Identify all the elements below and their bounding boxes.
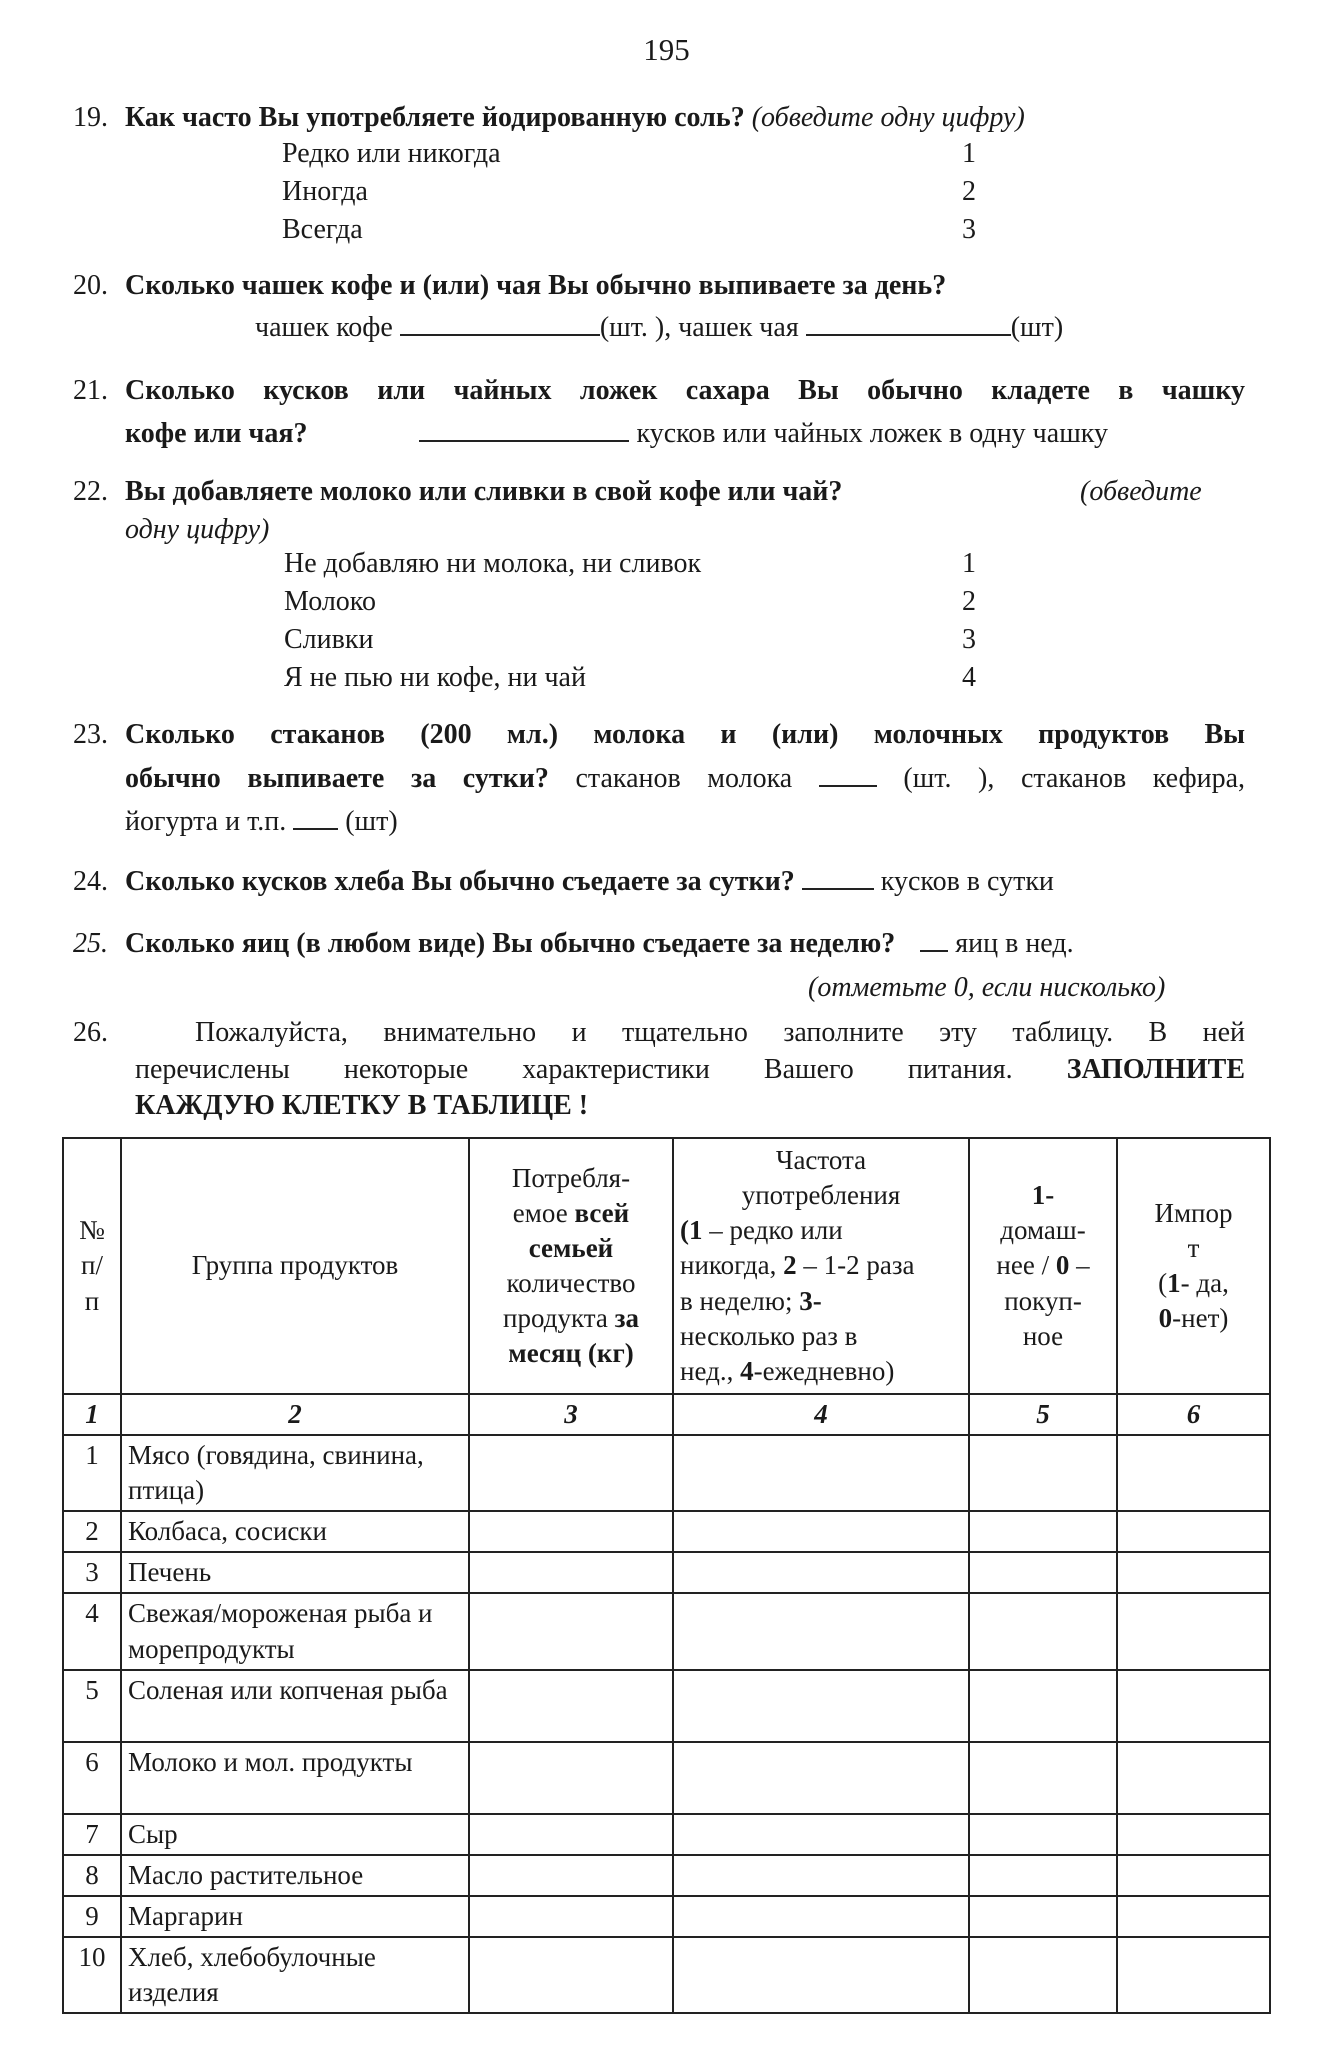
question-25: 25. Сколько яиц (в любом виде) Вы обычно съедаете за неделю? яиц в нед. <box>125 926 1245 962</box>
question-24: 24. Сколько кусков хлеба Вы обычно съедаете за сутки? кусков в сутки <box>125 864 1245 900</box>
header-homemade: 1- домаш- нее / 0 – покуп- ное <box>969 1138 1117 1394</box>
table-row: 6 Молоко и мол. продукты <box>63 1742 1270 1814</box>
column-number: 5 <box>969 1394 1117 1435</box>
import-cell[interactable] <box>1117 1742 1270 1814</box>
column-number: 4 <box>673 1394 969 1435</box>
quantity-cell[interactable] <box>469 1435 673 1511</box>
question-text: Вы добавляете молоко или сливки в свой кофе или чай? <box>125 476 843 507</box>
import-cell[interactable] <box>1117 1896 1270 1937</box>
header-number: № п/ п <box>63 1138 121 1394</box>
question-23-line2: обычно выпиваете за сутки? стаканов молока (шт. ), стаканов кефира, <box>125 763 1246 794</box>
header-product-group: Группа продуктов <box>121 1138 469 1394</box>
question-19 <box>73 100 1245 136</box>
column-number: 3 <box>469 1394 673 1435</box>
homemade-cell[interactable] <box>969 1742 1117 1814</box>
table-row: 5 Соленая или копченая рыба <box>63 1670 1270 1742</box>
quantity-cell[interactable] <box>469 1814 673 1855</box>
question-text: Сколько кусков хлеба Вы обычно съедаете за сутки? <box>125 866 795 897</box>
question-number: 24. <box>73 866 108 897</box>
question-text: Сколько яиц (в любом виде) Вы обычно съедаете за неделю? <box>125 928 896 959</box>
frequency-cell[interactable] <box>673 1435 969 1511</box>
tea-cups-field[interactable] <box>806 312 1011 336</box>
frequency-cell[interactable] <box>673 1814 969 1855</box>
question-note: (обведите одну цифру) <box>751 102 1025 133</box>
quantity-cell[interactable] <box>469 1552 673 1593</box>
homemade-cell[interactable] <box>969 1937 1117 2013</box>
table-row: 10 Хлеб, хлебобулочные изделия <box>63 1937 1270 2013</box>
table-row: 3 Печень <box>63 1552 1270 1593</box>
table-row: 1 Мясо (говядина, свинина, птица) <box>63 1435 1270 1511</box>
table-row: 7 Сыр <box>63 1814 1270 1855</box>
question-number: 21. <box>73 375 108 406</box>
page-number: 195 <box>643 32 690 67</box>
table-row: 4 Свежая/мороженая рыба и морепродукты <box>63 1593 1270 1669</box>
milk-glasses-field[interactable] <box>819 763 877 787</box>
frequency-cell[interactable] <box>673 1511 969 1552</box>
import-cell[interactable] <box>1117 1855 1270 1896</box>
quantity-cell[interactable] <box>469 1896 673 1937</box>
homemade-cell[interactable] <box>969 1511 1117 1552</box>
question-23-line3: йогурта и т.п. (шт) <box>125 806 398 837</box>
homemade-cell[interactable] <box>969 1670 1117 1742</box>
question-number: 20. <box>73 270 108 301</box>
import-cell[interactable] <box>1117 1937 1270 2013</box>
homemade-cell[interactable] <box>969 1814 1117 1855</box>
import-cell[interactable] <box>1117 1511 1270 1552</box>
question-26 <box>73 1015 1245 1051</box>
nutrition-table <box>62 1137 1271 2014</box>
frequency-cell[interactable] <box>673 1855 969 1896</box>
import-cell[interactable] <box>1117 1435 1270 1511</box>
homemade-cell[interactable] <box>969 1896 1117 1937</box>
frequency-cell[interactable] <box>673 1742 969 1814</box>
frequency-cell[interactable] <box>673 1896 969 1937</box>
question-20 <box>73 268 1245 304</box>
question-number: 23. <box>73 719 108 750</box>
homemade-cell[interactable] <box>969 1552 1117 1593</box>
question-text: Как часто Вы употребляете йодированную соль? <box>125 102 745 133</box>
question-22: 22. Вы добавляете молоко или сливки в свой кофе или чай? (обведите <box>125 474 1245 510</box>
question-number: 25. <box>73 928 108 959</box>
question-26-line3: КАЖДУЮ КЛЕТКУ В ТАБЛИЦЕ ! <box>135 1090 589 1121</box>
header-import: Импор т (1- да, 0-нет) <box>1117 1138 1270 1394</box>
table-row: 2 Колбаса, сосиски <box>63 1511 1270 1552</box>
header-frequency: Частота употребления (1 – редко или никогда, 2 – 1-2 раза в неделю; 3- несколько раз в нед., 4-ежедневно) <box>673 1138 969 1394</box>
coffee-cups-field[interactable] <box>400 312 600 336</box>
question-number: 19. <box>73 102 108 133</box>
question-note: (отметьте 0, если нисколько) <box>808 972 1166 1003</box>
table-row: 9 Маргарин <box>63 1896 1270 1937</box>
frequency-cell[interactable] <box>673 1670 969 1742</box>
header-quantity: Потребля- емое всей семьей количество продукта за месяц (кг) <box>469 1138 673 1394</box>
homemade-cell[interactable] <box>969 1435 1117 1511</box>
import-cell[interactable] <box>1117 1814 1270 1855</box>
question-number: 22. <box>73 476 108 507</box>
question-23 <box>73 717 1245 753</box>
homemade-cell[interactable] <box>969 1593 1117 1669</box>
quantity-cell[interactable] <box>469 1593 673 1669</box>
frequency-cell[interactable] <box>673 1552 969 1593</box>
frequency-cell[interactable] <box>673 1593 969 1669</box>
quantity-cell[interactable] <box>469 1742 673 1814</box>
question-text: Пожалуйста, внимательно и тщательно заполните эту таблицу. В ней <box>195 1017 1245 1048</box>
kefir-glasses-field[interactable] <box>293 806 338 830</box>
question-21 <box>73 373 1245 409</box>
question-text: Сколько стаканов (200 мл.) молока и (или) молочных продуктов Вы <box>125 719 1245 750</box>
coffee-tea-answer: чашек кофе (шт. ), чашек чая (шт) <box>255 312 1064 343</box>
quantity-cell[interactable] <box>469 1855 673 1896</box>
table-header-row <box>63 1138 1270 1394</box>
sugar-field[interactable] <box>419 418 629 442</box>
quantity-cell[interactable] <box>469 1937 673 2013</box>
bread-field[interactable] <box>802 866 874 890</box>
question-text: Сколько кусков или чайных ложек сахара Вы обычно кладете в чашку <box>125 375 1245 406</box>
column-number: 2 <box>121 1394 469 1435</box>
question-number: 26. <box>73 1017 108 1048</box>
eggs-field[interactable] <box>920 928 948 952</box>
quantity-cell[interactable] <box>469 1670 673 1742</box>
question-26-line2: перечислены некоторые характеристики Вашего питания. ЗАПОЛНИТЕ <box>135 1054 1245 1085</box>
import-cell[interactable] <box>1117 1552 1270 1593</box>
column-number: 6 <box>1117 1394 1270 1435</box>
question-21-line2: кофе или чая? кусков или чайных ложек в одну чашку <box>125 418 1108 449</box>
column-number-row <box>63 1394 1270 1435</box>
frequency-cell[interactable] <box>673 1937 969 2013</box>
import-cell[interactable] <box>1117 1593 1270 1669</box>
column-number: 1 <box>63 1394 121 1435</box>
import-cell[interactable] <box>1117 1670 1270 1742</box>
table-row: 8 Масло растительное <box>63 1855 1270 1896</box>
quantity-cell[interactable] <box>469 1511 673 1552</box>
homemade-cell[interactable] <box>969 1855 1117 1896</box>
question-text: Сколько чашек кофе и (или) чая Вы обычно выпиваете за день? <box>125 270 947 301</box>
